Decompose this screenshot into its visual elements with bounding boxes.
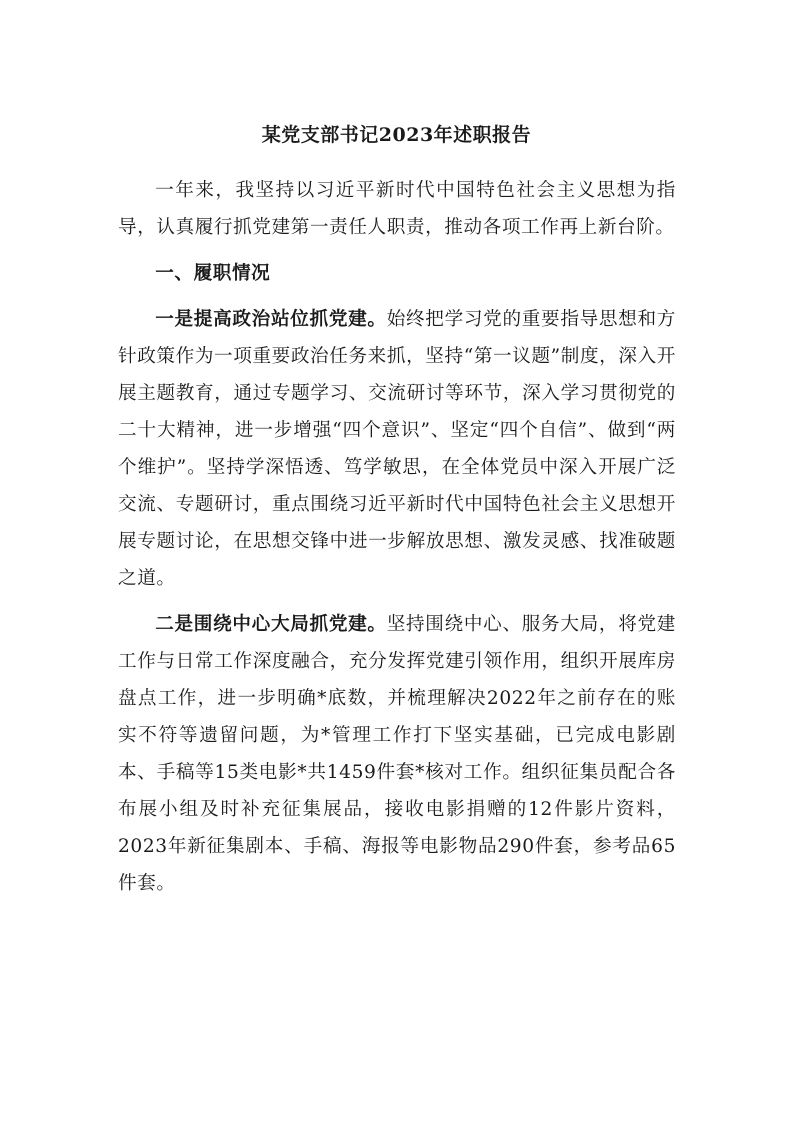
section-heading: 一、履职情况 [155, 263, 271, 284]
paragraph-political-stance [118, 301, 676, 597]
paragraph-text: 始终把学习党的重要指导思想和方针政策作为一项重要政治任务来抓，坚持“第一议题”制度，深入开展主题教育，通过专题学习、交流研讨等环节，深入学习贯彻党的二十大精神，进一步增强“四个意识”、坚定“四个自信”、做到“两个维护”。坚持学深悟透、笃学敏思，在全体党员中深入开展广泛交流、专题研讨，重点围绕习近平新时代中国特色社会主义思想开展专题讨论，在思想交锋中进一步解放思想、激发灵感、找准破题之道。 [118, 309, 676, 589]
document-body [118, 172, 676, 911]
document-title: 某党支部书记2023年述职报告 [261, 124, 532, 146]
paragraph-lead: 一是提高政治站位抓党建。 [155, 309, 387, 330]
intro-paragraph: 一年来，我坚持以习近平新时代中国特色社会主义思想为指导，认真履行抓党建第一责任人职责，推动各项工作再上新台阶。 [118, 180, 676, 238]
paragraph-central-task [118, 606, 676, 902]
paragraph-lead: 二是围绕中心大局抓党建。 [155, 614, 387, 635]
paragraph-text: 坚持围绕中心、服务大局，将党建工作与日常工作深度融合，充分发挥党建引领作用，组织开展库房盘点工作，进一步明确*底数，并梳理解决2022年之前存在的账实不符等遗留问题，为*管理工作打下坚实基础，已完成电影剧本、手稿等15类电影*共1459件套*核对工作。组织征集员配合各布展小组及时补充征集展品，接收电影捐赠的12件影片资料，2023年新征集剧本、手稿、海报等电影物品290件套，参考品65件套。 [118, 614, 676, 894]
